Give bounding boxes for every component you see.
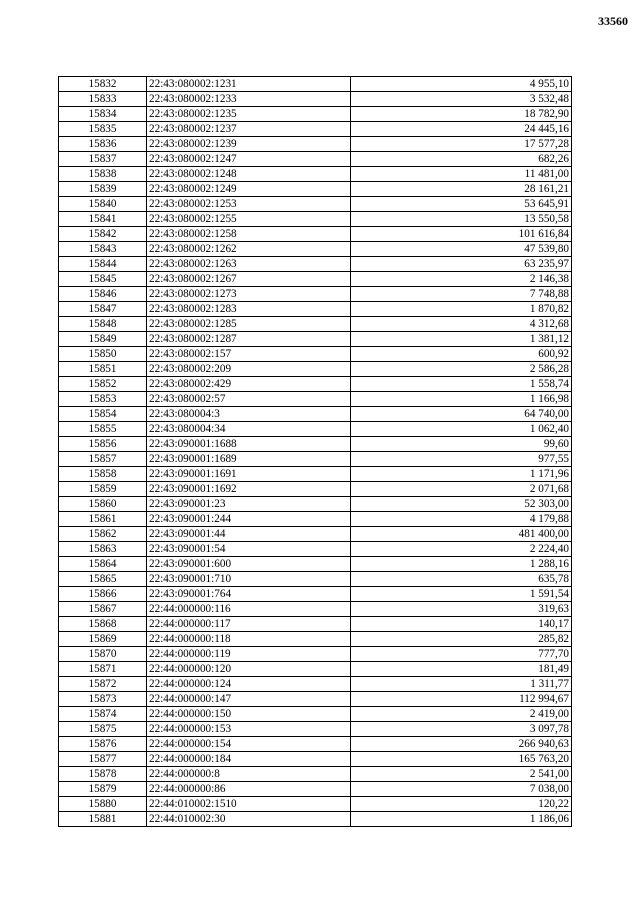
value-cell: 64 740,00 bbox=[351, 407, 572, 422]
row-number-cell: 15838 bbox=[59, 167, 147, 182]
row-number-cell: 15841 bbox=[59, 212, 147, 227]
table-row bbox=[59, 182, 572, 197]
cadastral-number-cell: 22:43:080002:1263 bbox=[147, 257, 351, 272]
value-cell: 1 381,12 bbox=[351, 332, 572, 347]
value-cell: 11 481,00 bbox=[351, 167, 572, 182]
row-number-cell: 15859 bbox=[59, 482, 147, 497]
value-cell: 18 782,90 bbox=[351, 107, 572, 122]
value-cell: 99,60 bbox=[351, 437, 572, 452]
row-number-cell: 15880 bbox=[59, 797, 147, 812]
table-row bbox=[59, 632, 572, 647]
table-row bbox=[59, 782, 572, 797]
row-number-cell: 15850 bbox=[59, 347, 147, 362]
cadastral-number-cell: 22:43:080002:209 bbox=[147, 362, 351, 377]
table-row bbox=[59, 437, 572, 452]
value-cell: 682,26 bbox=[351, 152, 572, 167]
table-row bbox=[59, 77, 572, 92]
table-row bbox=[59, 167, 572, 182]
cadastral-number-cell: 22:44:000000:147 bbox=[147, 692, 351, 707]
row-number-cell: 15855 bbox=[59, 422, 147, 437]
value-cell: 1 166,98 bbox=[351, 392, 572, 407]
value-cell: 2 071,68 bbox=[351, 482, 572, 497]
row-number-cell: 15846 bbox=[59, 287, 147, 302]
table-row bbox=[59, 527, 572, 542]
value-cell: 7 038,00 bbox=[351, 782, 572, 797]
row-number-cell: 15878 bbox=[59, 767, 147, 782]
value-cell: 1 062,40 bbox=[351, 422, 572, 437]
value-cell: 2 419,00 bbox=[351, 707, 572, 722]
row-number-cell: 15851 bbox=[59, 362, 147, 377]
value-cell: 120,22 bbox=[351, 797, 572, 812]
value-cell: 2 146,38 bbox=[351, 272, 572, 287]
row-number-cell: 15853 bbox=[59, 392, 147, 407]
cadastral-number-cell: 22:44:000000:117 bbox=[147, 617, 351, 632]
table-row bbox=[59, 317, 572, 332]
row-number-cell: 15861 bbox=[59, 512, 147, 527]
cadastral-number-cell: 22:44:000000:154 bbox=[147, 737, 351, 752]
table-row bbox=[59, 722, 572, 737]
value-cell: 7 748,88 bbox=[351, 287, 572, 302]
cadastral-number-cell: 22:43:090001:1691 bbox=[147, 467, 351, 482]
table-row bbox=[59, 812, 572, 827]
table-row bbox=[59, 497, 572, 512]
value-cell: 112 994,67 bbox=[351, 692, 572, 707]
cadastral-number-cell: 22:43:080002:1285 bbox=[147, 317, 351, 332]
row-number-cell: 15849 bbox=[59, 332, 147, 347]
row-number-cell: 15864 bbox=[59, 557, 147, 572]
value-cell: 2 586,28 bbox=[351, 362, 572, 377]
value-cell: 3 097,78 bbox=[351, 722, 572, 737]
value-cell: 285,82 bbox=[351, 632, 572, 647]
table-row bbox=[59, 362, 572, 377]
value-cell: 1 171,96 bbox=[351, 467, 572, 482]
row-number-cell: 15877 bbox=[59, 752, 147, 767]
cadastral-number-cell: 22:43:080002:1267 bbox=[147, 272, 351, 287]
table-row bbox=[59, 467, 572, 482]
row-number-cell: 15857 bbox=[59, 452, 147, 467]
value-cell: 63 235,97 bbox=[351, 257, 572, 272]
value-cell: 4 955,10 bbox=[351, 77, 572, 92]
table-row bbox=[59, 212, 572, 227]
value-cell: 101 616,84 bbox=[351, 227, 572, 242]
value-cell: 140,17 bbox=[351, 617, 572, 632]
row-number-cell: 15868 bbox=[59, 617, 147, 632]
table-row bbox=[59, 287, 572, 302]
value-cell: 4 179,88 bbox=[351, 512, 572, 527]
row-number-cell: 15866 bbox=[59, 587, 147, 602]
cadastral-number-cell: 22:44:000000:124 bbox=[147, 677, 351, 692]
row-number-cell: 15835 bbox=[59, 122, 147, 137]
cadastral-number-cell: 22:43:080002:1235 bbox=[147, 107, 351, 122]
table-row bbox=[59, 737, 572, 752]
value-cell: 635,78 bbox=[351, 572, 572, 587]
table-row bbox=[59, 677, 572, 692]
cadastral-number-cell: 22:44:000000:120 bbox=[147, 662, 351, 677]
row-number-cell: 15870 bbox=[59, 647, 147, 662]
table-row bbox=[59, 137, 572, 152]
cadastral-number-cell: 22:43:080002:1248 bbox=[147, 167, 351, 182]
cadastral-number-cell: 22:44:010002:1510 bbox=[147, 797, 351, 812]
cadastral-number-cell: 22:43:080002:1255 bbox=[147, 212, 351, 227]
cadastral-number-cell: 22:44:000000:8 bbox=[147, 767, 351, 782]
row-number-cell: 15847 bbox=[59, 302, 147, 317]
row-number-cell: 15832 bbox=[59, 77, 147, 92]
table-row bbox=[59, 647, 572, 662]
cadastral-number-cell: 22:44:010002:30 bbox=[147, 812, 351, 827]
cadastral-number-cell: 22:43:080002:1283 bbox=[147, 302, 351, 317]
table-row bbox=[59, 572, 572, 587]
row-number-cell: 15839 bbox=[59, 182, 147, 197]
row-number-cell: 15879 bbox=[59, 782, 147, 797]
cadastral-number-cell: 22:43:090001:1692 bbox=[147, 482, 351, 497]
row-number-cell: 15862 bbox=[59, 527, 147, 542]
value-cell: 977,55 bbox=[351, 452, 572, 467]
value-cell: 17 577,28 bbox=[351, 137, 572, 152]
value-cell: 777,70 bbox=[351, 647, 572, 662]
table-row bbox=[59, 797, 572, 812]
row-number-cell: 15842 bbox=[59, 227, 147, 242]
value-cell: 53 645,91 bbox=[351, 197, 572, 212]
row-number-cell: 15834 bbox=[59, 107, 147, 122]
table-row bbox=[59, 452, 572, 467]
cadastral-number-cell: 22:43:080004:34 bbox=[147, 422, 351, 437]
value-cell: 319,63 bbox=[351, 602, 572, 617]
table-row bbox=[59, 602, 572, 617]
cadastral-number-cell: 22:43:080002:1231 bbox=[147, 77, 351, 92]
row-number-cell: 15873 bbox=[59, 692, 147, 707]
value-cell: 181,49 bbox=[351, 662, 572, 677]
cadastral-number-cell: 22:44:000000:184 bbox=[147, 752, 351, 767]
cadastral-number-cell: 22:43:090001:1688 bbox=[147, 437, 351, 452]
row-number-cell: 15844 bbox=[59, 257, 147, 272]
cadastral-number-cell: 22:43:090001:54 bbox=[147, 542, 351, 557]
cadastral-value-table bbox=[58, 76, 572, 827]
cadastral-number-cell: 22:43:090001:764 bbox=[147, 587, 351, 602]
value-cell: 600,92 bbox=[351, 347, 572, 362]
value-cell: 1 558,74 bbox=[351, 377, 572, 392]
table-row bbox=[59, 122, 572, 137]
cadastral-number-cell: 22:43:080002:1247 bbox=[147, 152, 351, 167]
row-number-cell: 15833 bbox=[59, 92, 147, 107]
row-number-cell: 15836 bbox=[59, 137, 147, 152]
cadastral-number-cell: 22:43:080002:1258 bbox=[147, 227, 351, 242]
row-number-cell: 15856 bbox=[59, 437, 147, 452]
table-row bbox=[59, 662, 572, 677]
row-number-cell: 15837 bbox=[59, 152, 147, 167]
table-row bbox=[59, 407, 572, 422]
table-row bbox=[59, 272, 572, 287]
page-number: 33560 bbox=[598, 14, 628, 28]
row-number-cell: 15845 bbox=[59, 272, 147, 287]
value-cell: 266 940,63 bbox=[351, 737, 572, 752]
table-row bbox=[59, 302, 572, 317]
cadastral-number-cell: 22:43:080002:1262 bbox=[147, 242, 351, 257]
table-row bbox=[59, 332, 572, 347]
table-row bbox=[59, 542, 572, 557]
cadastral-number-cell: 22:43:090001:710 bbox=[147, 572, 351, 587]
table-row bbox=[59, 347, 572, 362]
value-cell: 4 312,68 bbox=[351, 317, 572, 332]
table-row bbox=[59, 557, 572, 572]
cadastral-number-cell: 22:43:080002:157 bbox=[147, 347, 351, 362]
value-cell: 13 550,58 bbox=[351, 212, 572, 227]
row-number-cell: 15840 bbox=[59, 197, 147, 212]
table-row bbox=[59, 752, 572, 767]
cadastral-number-cell: 22:43:080002:429 bbox=[147, 377, 351, 392]
table-row bbox=[59, 107, 572, 122]
row-number-cell: 15872 bbox=[59, 677, 147, 692]
value-cell: 1 288,16 bbox=[351, 557, 572, 572]
cadastral-number-cell: 22:44:000000:150 bbox=[147, 707, 351, 722]
table-row bbox=[59, 227, 572, 242]
row-number-cell: 15865 bbox=[59, 572, 147, 587]
cadastral-number-cell: 22:43:090001:244 bbox=[147, 512, 351, 527]
table-row bbox=[59, 767, 572, 782]
row-number-cell: 15852 bbox=[59, 377, 147, 392]
value-cell: 1 870,82 bbox=[351, 302, 572, 317]
table-body bbox=[59, 77, 572, 827]
value-cell: 1 591,54 bbox=[351, 587, 572, 602]
row-number-cell: 15871 bbox=[59, 662, 147, 677]
value-cell: 165 763,20 bbox=[351, 752, 572, 767]
cadastral-number-cell: 22:44:000000:118 bbox=[147, 632, 351, 647]
row-number-cell: 15860 bbox=[59, 497, 147, 512]
value-cell: 1 186,06 bbox=[351, 812, 572, 827]
row-number-cell: 15881 bbox=[59, 812, 147, 827]
cadastral-number-cell: 22:43:080002:1233 bbox=[147, 92, 351, 107]
value-cell: 481 400,00 bbox=[351, 527, 572, 542]
table-row bbox=[59, 692, 572, 707]
row-number-cell: 15858 bbox=[59, 467, 147, 482]
cadastral-number-cell: 22:43:080002:1249 bbox=[147, 182, 351, 197]
value-cell: 47 539,80 bbox=[351, 242, 572, 257]
value-cell: 2 541,00 bbox=[351, 767, 572, 782]
row-number-cell: 15876 bbox=[59, 737, 147, 752]
row-number-cell: 15875 bbox=[59, 722, 147, 737]
table-row bbox=[59, 422, 572, 437]
cadastral-number-cell: 22:44:000000:119 bbox=[147, 647, 351, 662]
table-row bbox=[59, 707, 572, 722]
row-number-cell: 15843 bbox=[59, 242, 147, 257]
table-row bbox=[59, 152, 572, 167]
cadastral-number-cell: 22:44:000000:153 bbox=[147, 722, 351, 737]
cadastral-number-cell: 22:44:000000:116 bbox=[147, 602, 351, 617]
cadastral-number-cell: 22:43:080002:57 bbox=[147, 392, 351, 407]
row-number-cell: 15874 bbox=[59, 707, 147, 722]
table-row bbox=[59, 242, 572, 257]
value-cell: 28 161,21 bbox=[351, 182, 572, 197]
value-cell: 3 532,48 bbox=[351, 92, 572, 107]
table-row bbox=[59, 392, 572, 407]
cadastral-number-cell: 22:43:080002:1239 bbox=[147, 137, 351, 152]
cadastral-number-cell: 22:43:080002:1237 bbox=[147, 122, 351, 137]
row-number-cell: 15854 bbox=[59, 407, 147, 422]
table-row bbox=[59, 617, 572, 632]
table-row bbox=[59, 512, 572, 527]
cadastral-number-cell: 22:43:090001:600 bbox=[147, 557, 351, 572]
row-number-cell: 15848 bbox=[59, 317, 147, 332]
table-row bbox=[59, 92, 572, 107]
cadastral-number-cell: 22:43:080002:1273 bbox=[147, 287, 351, 302]
cadastral-number-cell: 22:43:090001:1689 bbox=[147, 452, 351, 467]
table-row bbox=[59, 197, 572, 212]
value-cell: 52 303,00 bbox=[351, 497, 572, 512]
cadastral-number-cell: 22:43:090001:44 bbox=[147, 527, 351, 542]
table-row bbox=[59, 257, 572, 272]
cadastral-number-cell: 22:43:090001:23 bbox=[147, 497, 351, 512]
row-number-cell: 15867 bbox=[59, 602, 147, 617]
value-cell: 2 224,40 bbox=[351, 542, 572, 557]
cadastral-number-cell: 22:43:080002:1287 bbox=[147, 332, 351, 347]
value-cell: 24 445,16 bbox=[351, 122, 572, 137]
table-row bbox=[59, 377, 572, 392]
table-row bbox=[59, 482, 572, 497]
value-cell: 1 311,77 bbox=[351, 677, 572, 692]
cadastral-number-cell: 22:44:000000:86 bbox=[147, 782, 351, 797]
cadastral-number-cell: 22:43:080002:1253 bbox=[147, 197, 351, 212]
cadastral-number-cell: 22:43:080004:3 bbox=[147, 407, 351, 422]
row-number-cell: 15863 bbox=[59, 542, 147, 557]
table-row bbox=[59, 587, 572, 602]
row-number-cell: 15869 bbox=[59, 632, 147, 647]
